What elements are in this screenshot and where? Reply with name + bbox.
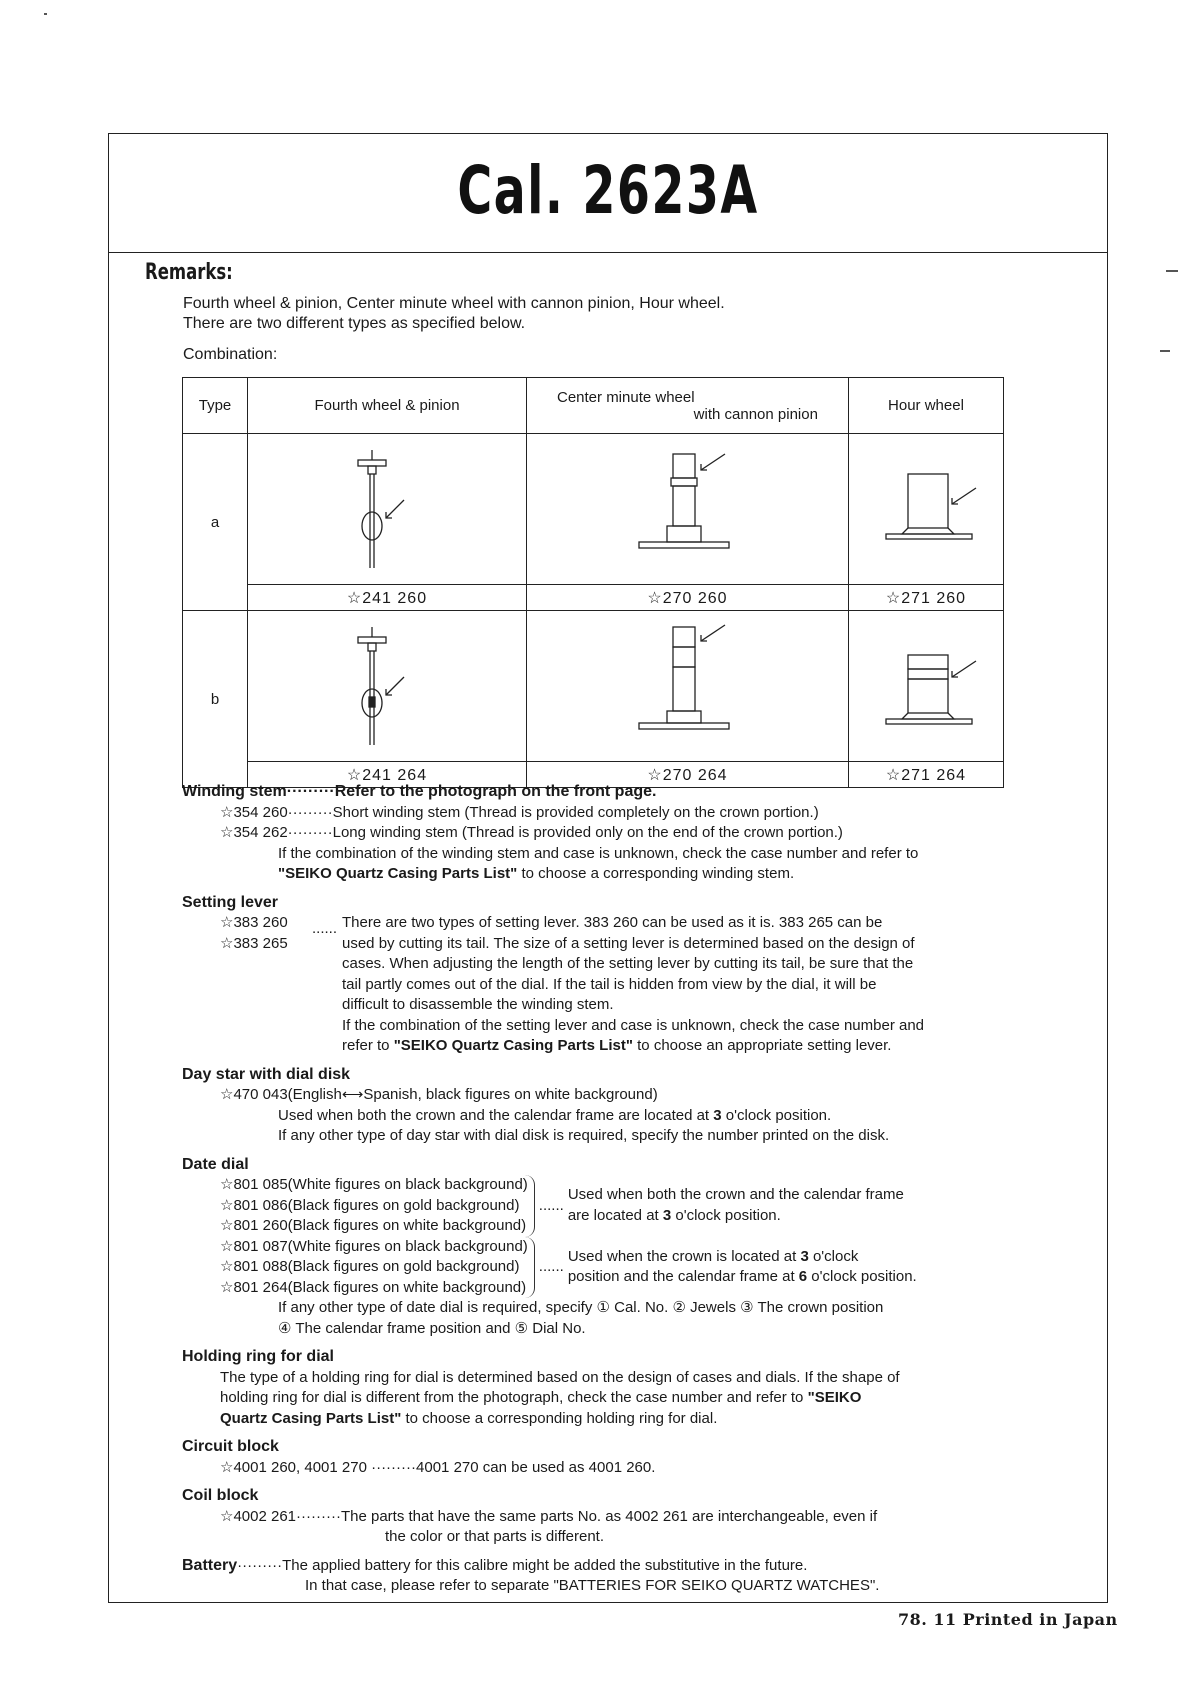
text: Used when the crown is located at [567,1247,801,1265]
fourth-wheel-drawing-b [248,611,527,762]
list-item-cont: the color or that parts is different. [385,1528,605,1545]
section-heading-circuit-block: Circuit block [182,1438,279,1455]
list-item: ☆4002 261·········The parts that have the same parts No. as 4002 261 are interchangeable, even if [220,1507,878,1525]
part-code: ☆270 260 [527,585,849,611]
date-dial-list [220,1237,535,1299]
note-line: Used when both the crown and the calendar frame [567,1186,904,1204]
part-code: ☆270 264 [527,762,849,788]
note-text: to choose a corresponding winding stem. [517,865,795,882]
bold-number: 3 [800,1247,809,1265]
group-note [568,1247,917,1288]
header-hour-wheel: Hour wheel [848,378,1003,434]
section-heading-date-dial: Date dial [182,1155,249,1173]
hour-wheel-drawing-a [848,434,1003,585]
text: are located at [567,1206,663,1224]
title-band [109,134,1107,253]
text-line: used by cutting its tail. The size of a setting lever is determined based on the design of [342,934,915,952]
intro-line: There are two different types as specified below. [183,315,526,332]
note-line [568,1267,917,1288]
note-line: ④ The calendar frame position and ⑤ Dial No. [278,1319,586,1337]
combination-label: Combination: [183,346,278,363]
page-title: Cal. 2623A [457,152,759,229]
table-row [183,611,1004,762]
text-line [182,1388,1082,1409]
part-code: ☆241 260 [248,585,527,611]
center-minute-wheel-icon [607,444,767,574]
text: to choose a corresponding holding ring for dial. [401,1409,718,1427]
text-line [342,1036,924,1057]
center-wheel-drawing-b [527,611,849,762]
leader-dots: ········· [237,1556,283,1574]
battery-section [182,1556,1082,1577]
list-item: ☆470 043(English⟷Spanish, black figures on white background) [220,1086,658,1103]
date-dial-list [220,1175,535,1237]
header-type: Type [183,378,248,434]
section-heading-setting-lever: Setting lever [182,893,279,911]
note-line [182,1106,1082,1127]
bold-number: 3 [713,1106,722,1124]
document-frame [108,133,1108,1603]
note-line [568,1206,904,1227]
text: o'clock [808,1247,859,1265]
intro-line: Fourth wheel & pinion, Center minute wheel with cannon pinion, Hour wheel. [183,295,725,312]
hour-wheel-icon [846,621,1006,751]
part-code: ☆271 264 [848,762,1003,788]
note-line [568,1247,917,1268]
part-code: ☆241 264 [248,762,527,788]
center-minute-wheel-icon [607,621,767,751]
text-line: cases. When adjusting the length of the setting lever by cutting its tail, be sure that the [342,955,914,972]
list-item: ☆801 087(White figures on black background) [220,1237,528,1255]
list-item: ☆801 264(Black figures on white background) [220,1278,527,1296]
hour-wheel-icon [846,444,1006,574]
list-item: ☆801 085(White figures on black background) [220,1176,528,1193]
bold-ref: "SEIKO Quartz Casing Parts List" [393,1037,633,1054]
fourth-wheel-icon [342,621,432,751]
leader-dots: ...... [312,920,338,937]
part-code: ☆383 265 [220,934,288,952]
bold-number: 6 [798,1268,808,1286]
type-cell: a [183,434,248,611]
note-line: If any other type of date dial is required, specify ① Cal. No. ② Jewels ③ The crown position [278,1299,884,1316]
header-line: with cannon pinion [693,405,818,423]
text: position and the calendar frame at [567,1268,799,1286]
bold-ref: "SEIKO [807,1389,862,1406]
leader-dots: ...... [538,1196,564,1214]
setting-lever-block [182,913,1082,1057]
text: o'clock position. [721,1106,832,1124]
bold-ref: "SEIKO Quartz Casing Parts List" [278,865,518,882]
part-code: ☆383 260 [220,914,288,931]
leader-dots: ...... [538,1258,564,1275]
remarks-body [182,774,1082,1597]
header-fourth-wheel: Fourth wheel & pinion [248,378,527,434]
note-line: If the combination of the winding stem and case is unknown, check the case number and refer to [278,844,919,862]
header-line: Center minute wheel [557,388,695,406]
combination-table [182,377,1004,788]
list-item: ☆801 086(Black figures on gold background) [220,1196,520,1214]
list-item: ☆354 260·········Short winding stem (Thread is provided completely on the crown portion.) [220,803,819,821]
hour-wheel-drawing-b [848,611,1003,762]
text-line [182,1409,1082,1430]
text-line: difficult to disassemble the winding stem. [342,996,614,1013]
group-note [568,1185,904,1226]
table-row-codes [183,585,1004,611]
text-line: If the combination of the setting lever and case is unknown, check the case number and [342,1016,925,1034]
fourth-wheel-drawing-a [248,434,527,585]
date-dial-group-2 [182,1237,1082,1299]
section-heading-holding-ring: Holding ring for dial [182,1348,334,1365]
print-footer: 78. 11 Printed in Japan [898,1610,1118,1629]
setting-lever-text [342,913,924,1057]
scan-speck [1166,270,1178,272]
table-row [183,434,1004,585]
text: Used when both the crown and the calendar frame are located at [278,1106,714,1124]
table-header-row [183,378,1004,434]
center-wheel-drawing-a [527,434,849,585]
remarks-heading: Remarks: [145,260,233,285]
list-item: ☆4001 260, 4001 270 ·········4001 270 can be used as 4001 260. [220,1458,656,1476]
text-line: The applied battery for this calibre might be added the substitutive in the future. [282,1556,808,1574]
scan-speck [44,13,47,15]
part-code: ☆271 260 [848,585,1003,611]
note-line: If any other type of day star with dial disk is required, specify the number printed on the disk. [278,1127,890,1144]
section-heading-coil-block: Coil block [182,1487,259,1504]
setting-lever-codes [182,913,312,1057]
text-line: tail partly comes out of the dial. If the tail is hidden from view by the dial, it will be [342,975,877,993]
date-dial-group-1 [182,1175,1082,1237]
bold-number: 3 [662,1206,672,1224]
text: o'clock position. [807,1268,917,1286]
type-cell: b [183,611,248,788]
scan-speck [1160,350,1170,352]
text: holding ring for dial is different from the photograph, check the case number and refer to [220,1389,808,1406]
note-line [182,864,1082,885]
fourth-wheel-icon [342,444,432,574]
section-heading-winding-stem: Winding stem·········Refer to the photograph on the front page. [182,783,657,800]
text-line: There are two types of setting lever. 383 260 can be used as it is. 383 265 can be [342,914,883,931]
remarks-intro [183,294,725,334]
section-heading-battery: Battery [182,1556,238,1574]
text: refer to [342,1037,394,1054]
text-line: The type of a holding ring for dial is determined based on the design of cases and dials. If the shape of [220,1368,900,1386]
text: o'clock position. [671,1206,781,1224]
list-item: ☆354 262·········Long winding stem (Thread is provided only on the end of the crown portion.) [220,824,843,841]
text: to choose an appropriate setting lever. [632,1037,892,1054]
section-heading-day-star: Day star with dial disk [182,1065,351,1083]
header-center-minute-wheel [527,378,849,434]
text-line: In that case, please refer to separate "BATTERIES FOR SEIKO QUARTZ WATCHES". [305,1577,880,1594]
list-item: ☆801 088(Black figures on gold background) [220,1258,520,1275]
list-item: ☆801 260(Black figures on white background) [220,1217,527,1234]
bold-ref: Quartz Casing Parts List" [220,1409,402,1427]
